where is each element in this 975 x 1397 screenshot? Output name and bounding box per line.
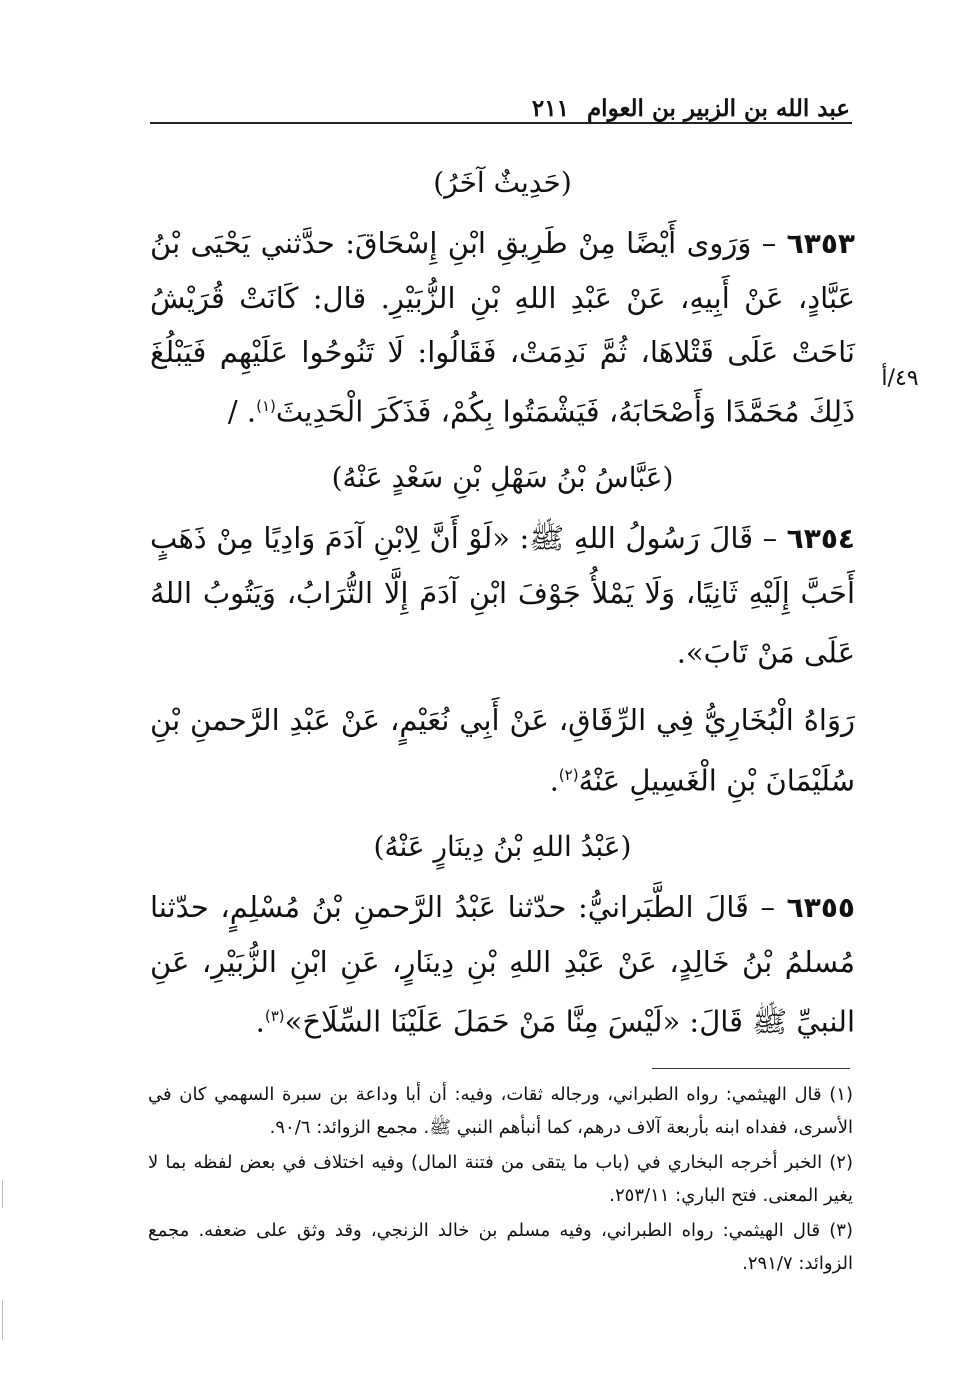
footnote: (١) قال الهيثمي: رواه الطبراني، ورجاله ثقات، وفيه: أن أبا وداعة بن سبرة السهمي كان في الأسرى، ففداه ابنه بأربعة آلاف درهم، كما أنبأهم النبي ﷺ. مجمع الزوائد: ٩٠/٦.: [148, 1084, 853, 1138]
hadith-text: – قَالَ الطَّبَرانيُّ: حدّثنا عَبْدُ الرَّحمنِ بْنُ مُسْلِمٍ، حدّثنا مُسلمُ بْنُ خَالِدٍ، عَنْ عَبْدِ اللهِ بْنِ دِينَارٍ، عَنِ ابْنِ الزُّبَيْرِ، عَنِ النبيِّ ﷺ قَالَ: «لَيْسَ مِنَّا مَنْ حَمَلَ عَلَيْنَا السِّلَاحَ»: [150, 889, 855, 1039]
hadith-paragraph: [150, 693, 855, 808]
section-heading: (عَبْدُ اللهِ بْنُ دِينَارٍ عَنْهُ): [373, 829, 632, 863]
scan-edge-mark: [2, 1300, 3, 1340]
section-heading: (عَبَّاسُ بْنُ سَهْلِ بْنِ سَعْدٍ عَنْهُ): [331, 460, 674, 494]
page-number: ٢١١: [531, 95, 569, 122]
hadith-tail: . /: [227, 394, 257, 429]
footnotes: [148, 1078, 853, 1282]
hadith-paragraph: [150, 880, 855, 1049]
running-title: عبد الله بن الزبير بن العوام: [586, 95, 850, 122]
hadith-number: ٦٣٥٣: [786, 227, 855, 260]
footnote: (٢) الخبر أخرجه البخاري في (باب ما يتقى من فتنة المال) وفيه اختلاف في بعض لفظه بما لا يغير المعنى. فتح الباري: ٢٥٣/١١.: [148, 1152, 853, 1206]
hadith-text: – قَالَ رَسُولُ اللهِ ﷺ: «لَوْ أَنَّ لِابْنِ آدَمَ وَادِيًا مِنْ ذَهَبٍ أَحَبَّ إِلَيْهِ ثَانِيًا، وَلَا يَمْلأُ جَوْفَ ابْنِ آدَمَ إِلَّا التُّرَابُ، وَيَتُوبُ اللهُ عَلَى مَنْ تَابَ»: [150, 520, 855, 670]
footnote-ref[interactable]: (١): [256, 397, 276, 415]
hadith-tail: .: [255, 1004, 265, 1039]
section-heading: (حَدِيثٌ آخَرُ): [433, 166, 572, 199]
main-text: [150, 150, 855, 1063]
footnote: (٣) قال الهيثمي: رواه الطبراني، وفيه مسلم بن خالد الزنجي، وقد وثق على ضعفه. مجمع الزوائد: ٢٩١/٧.: [148, 1220, 853, 1274]
hadith-paragraph: [150, 216, 855, 439]
running-header: [150, 82, 850, 122]
header-rule: [150, 122, 852, 124]
manuscript-folio-note: ٤٩/أ: [881, 366, 919, 391]
hadith-tail: .: [676, 635, 686, 670]
hadith-tail: .: [549, 763, 559, 798]
hadith-number: ٦٣٥٥: [786, 890, 855, 924]
hadith-text: رَوَاهُ الْبُخَارِيُّ فِي الرِّقَاقِ، عَنْ أَبِي نُعَيْمٍ، عَنْ عَبْدِ الرَّحمنِ بْنِ سُلَيْمَانَ بْنِ الْغَسِيلِ عَنْهُ: [150, 703, 855, 798]
footnote-ref[interactable]: (٢): [558, 766, 579, 785]
footnote-rule: [652, 1068, 850, 1069]
hadith-number: ٦٣٥٤: [786, 521, 855, 555]
hadith-text: – وَرَوى أَيْضًا مِنْ طَرِيقِ ابْنِ إِسْحَاقَ: حدَّثني يَحْيَى بْنُ عَبَّادٍ، عَنْ أَبِيهِ، عَنْ عَبْدِ اللهِ بْنِ الزُّبَيْرِ. قال: كَانَتْ قُرَيْشُ نَاحَتْ عَلَى قَتْلاهَا، ثُمَّ نَدِمَتْ، فَقَالُوا: لَا تَنُوحُوا عَلَيْهِم فَيَبْلُغَ ذَلِكَ مُحَمَّدًا وَأَصْحَابَهُ، فَيَشْمَتُوا بِكُمْ، فَذَكَرَ الْحَدِيثَ: [150, 226, 855, 429]
footnote-ref[interactable]: (٣): [264, 1006, 285, 1025]
scan-edge-mark: [2, 1180, 3, 1208]
hadith-paragraph: [150, 511, 855, 680]
